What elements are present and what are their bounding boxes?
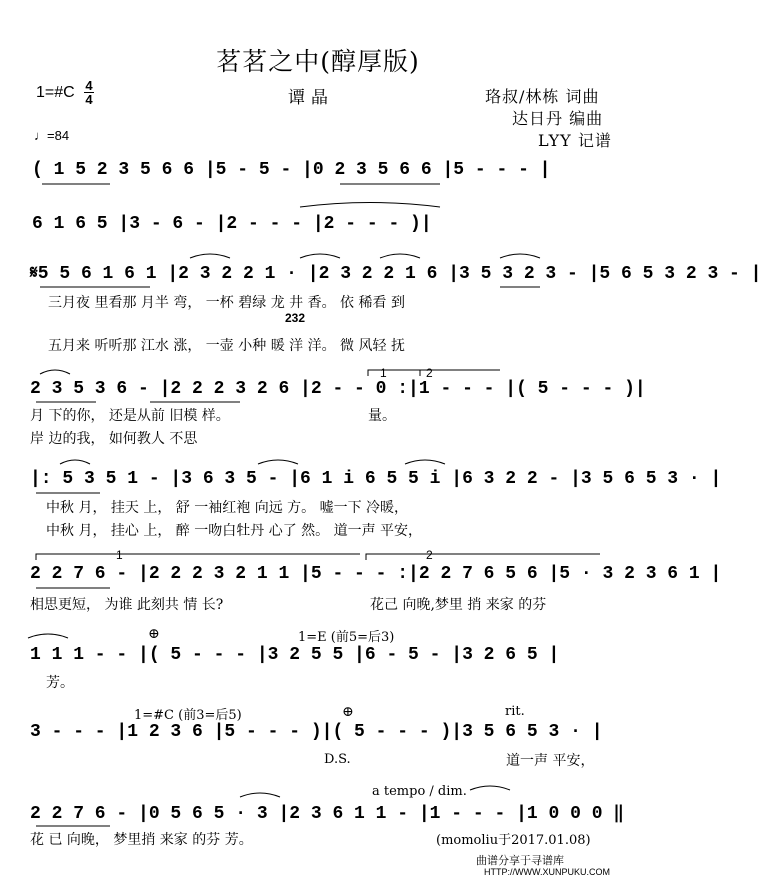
ds-marking: D.S. <box>324 752 351 767</box>
lyric-line-11: 道一声 平安， <box>506 753 595 769</box>
lyric-line-5: 量。 <box>368 408 396 424</box>
time-sig-top: 4 <box>85 78 93 93</box>
grace-note: 232 <box>285 311 306 325</box>
staff-line-9: 2 2 7 6 - |0 5 6 5 · 3 |2 3 6 1 1 - |1 - - - |1 0 0 0 ‖ <box>30 804 625 824</box>
watermark-url: HTTP://WWW.XUNPUKU.COM <box>484 867 610 877</box>
lyric-line-2: 五月来 听听那 江水 涨， 一壶 小种 暖 洋 洋。 微 风轻 抚 <box>48 338 405 354</box>
volta-2-label-b: 2 <box>426 548 433 562</box>
lyric-line-7: 中秋 月， 挂心 上， 醉 一吻白牡丹 心了 然。 道一声 平安， <box>46 523 423 539</box>
lyric-line-9: 花己 向晚,梦里 捎 来家 的芬 <box>370 597 547 613</box>
coda-icon: ⊕ <box>148 626 160 642</box>
lyric-line-10: 芳。 <box>46 675 74 691</box>
rit-marking: rit. <box>505 704 525 719</box>
credit-transcriber: LYY 记谱 <box>538 131 612 150</box>
beam-lines <box>36 184 540 826</box>
key-change-e: 1=E (前5=后3) <box>298 630 395 645</box>
staff-line-7: 1 1 1 - - |( 5 - - - |3 2 5 5 |6 - 5 - |3 2 6 5 | <box>30 645 560 665</box>
key-change-c: 1=#C (前3=后5) <box>134 708 242 723</box>
volta-2-label: 2 <box>426 366 433 380</box>
credit-arranger: 达日丹 编曲 <box>512 109 604 128</box>
staff-line-2: 6 1 6 5 |3 - 6 - |2 - - - |2 - - - )| <box>32 214 432 234</box>
staff-line-1: ( 1 5 2 3 5 6 6 |5 - 5 - |0 2 3 5 6 6 |5 - - - | <box>32 160 551 180</box>
transcription-note: (momoliu于2017.01.08) <box>436 833 591 848</box>
staff-line-5: |: 5 3 5 1 - |3 6 3 5 - |6 1 i 6 5 5 i |6 3 2 2 - |3 5 6 5 3 · | <box>30 469 722 489</box>
lyric-line-4: 岸 边的我， 如何教人 不思 <box>30 431 198 447</box>
staff-line-3: 𝄋5 5 6 1 6 1 |2 3 2 2 1 · |2 3 2 2 1 6 |3 5 3 2 3 - |5 6 5 3 2 3 - | <box>30 264 761 284</box>
song-title: 茗茗之中(醇厚版) <box>216 47 420 76</box>
lyric-line-6: 中秋 月， 挂天 上， 舒 一袖红袍 向远 方。 嘘一下 冷暖， <box>46 500 409 516</box>
volta-brackets <box>36 370 600 560</box>
staff-line-6: 2 2 7 6 - |2 2 2 3 2 1 1 |5 - - - :|2 2 7 6 5 6 |5 · 3 2 3 6 1 | <box>30 564 722 584</box>
lyric-line-12: 花 已 向晚， 梦里捎 来家 的芬 芳。 <box>30 832 253 848</box>
credit-lyrics-music: 珞叔/林栋 词曲 <box>485 87 600 106</box>
a-tempo-marking: a tempo / dim. <box>372 784 467 799</box>
key-signature: 1=#C <box>36 84 75 101</box>
slurs <box>28 203 540 798</box>
watermark-text: 曲谱分享于寻谱库 <box>476 854 564 867</box>
tempo-marking: ♩=84 <box>34 128 70 143</box>
lyric-line-8: 相思更短， 为谁 此刻共 情 长? <box>30 597 224 613</box>
time-sig-bottom: 4 <box>85 92 93 107</box>
coda-icon-2: ⊕ <box>342 704 354 720</box>
lyric-line-1: 三月夜 里看那 月半 弯， 一杯 碧绿 龙 井 香。 依 稀看 到 <box>48 295 405 311</box>
staff-line-4: 2 3 5 3 6 - |2 2 2 3 2 6 |2 - - 0 :|1 - - - |( 5 - - - )| <box>30 379 646 399</box>
staff-line-8: 3 - - - |1 2 3 6 |5 - - - )|( 5 - - - )|3 5 6 5 3 · | <box>30 722 603 742</box>
volta-1-label-b: 1 <box>116 548 123 562</box>
lyric-line-3: 月 下的你， 还是从前 旧模 样。 <box>30 408 230 424</box>
volta-1-label: 1 <box>380 366 387 380</box>
singer-name: 谭晶 <box>288 88 334 108</box>
